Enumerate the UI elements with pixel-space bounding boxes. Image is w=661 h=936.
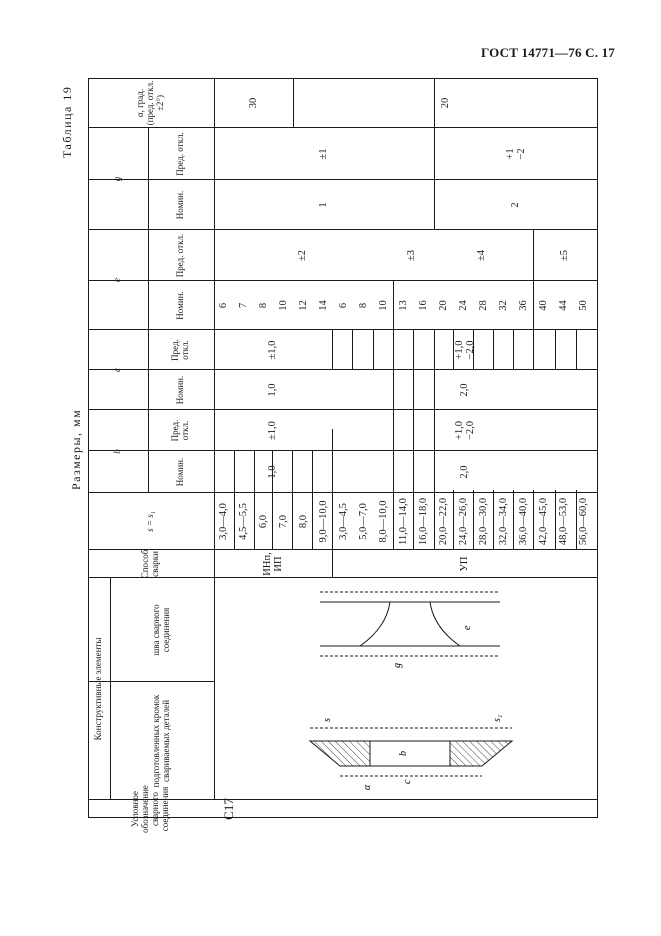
g-tol-b-stack	[505, 148, 527, 159]
c-nom-b: 2,0	[458, 383, 470, 397]
e-value: 40	[537, 300, 549, 311]
s-value: 4,5—5,5	[237, 503, 249, 540]
alpha-a: 30	[247, 97, 259, 109]
b-tol-b-1: +1,0	[453, 420, 465, 441]
col-e: e	[112, 278, 123, 282]
col-c: c	[112, 368, 123, 372]
s-value: 5,0—7,0	[357, 503, 369, 540]
sketch-g-label: g	[392, 663, 403, 668]
e-value: 50	[577, 300, 589, 311]
e-value: 6	[217, 302, 229, 309]
b-tol-b-2: −2,0	[465, 420, 476, 441]
alpha-b: 20	[439, 97, 451, 109]
s-value: 24,0—26,0	[457, 497, 469, 546]
sketch-s-label: s	[322, 718, 333, 722]
s-value: 9,0—10,0	[317, 500, 329, 543]
g-nom-b: 2	[509, 202, 521, 208]
b-tol-b	[332, 410, 598, 451]
weld-seam-sketch	[220, 582, 592, 676]
s-value: 8,0	[297, 514, 309, 529]
g-tol: Пред. откл.	[175, 132, 186, 176]
col-method: Способ сварки	[140, 549, 160, 579]
g-tol-b-2: −2	[516, 148, 527, 160]
e-value: 32	[497, 300, 509, 311]
e-value: 13	[397, 300, 409, 311]
e-value: 7	[237, 302, 249, 309]
g-nom: Номин.	[175, 190, 186, 220]
method-1-label2: ИП	[273, 556, 284, 572]
col-g: g	[112, 176, 123, 182]
e-value: 14	[317, 300, 329, 311]
dimensions-caption: Размеры, мм	[69, 408, 83, 490]
s-value: 16,0—18,0	[417, 497, 429, 546]
e-value: 10	[377, 300, 389, 311]
s-value: 42,0—45,0	[537, 497, 549, 546]
e-value: 10	[277, 300, 289, 311]
designation: С17	[220, 798, 236, 820]
b-nom-b: 2,0	[458, 465, 470, 479]
s-value: 32,0—34,0	[497, 497, 509, 546]
col-b: b	[112, 449, 123, 454]
c-tol-b-stack	[454, 340, 476, 359]
s-value: 8,0—10,0	[377, 500, 389, 543]
e-value: 6	[337, 302, 349, 309]
header-text: Условное обозначение сварного соединения	[130, 785, 170, 833]
e-tol: Пред. откл.	[175, 233, 186, 278]
c-tol-b-1: +1,0	[453, 340, 465, 360]
c-nom: Номин.	[175, 375, 186, 405]
sketch-c-label: c	[402, 779, 413, 784]
g-nom-a: 1	[317, 202, 329, 208]
s-value: 3,0—4,5	[337, 503, 349, 540]
col-seam: шва сварного соединения	[151, 604, 171, 656]
edge-preparation-sketch	[220, 686, 592, 796]
s-value: 48,0—53,0	[557, 497, 569, 546]
col-s: s = s₁	[145, 511, 156, 532]
page-header: ГОСТ 14771—76 С. 17	[481, 45, 615, 60]
e-value: 8	[257, 302, 269, 309]
s-value: 20,0—22,0	[437, 497, 449, 546]
table-title: Таблица 19	[60, 85, 74, 158]
e-value: 12	[297, 300, 309, 311]
e-value: 16	[417, 300, 429, 311]
g-tol-b-1: +1	[504, 148, 516, 160]
s-value: 3,0—4,0	[217, 503, 229, 540]
g-tol-a: ±1	[317, 148, 329, 160]
s-value: 28,0—30,0	[477, 497, 489, 546]
b-tol: Пред. откл.	[170, 419, 190, 442]
e-tol-3: ±4	[475, 250, 487, 262]
e-value: 36	[517, 300, 529, 311]
c-nom-a: 1,0	[266, 383, 278, 397]
c-tol: Пред. откл.	[170, 339, 190, 361]
method-1-stack	[262, 552, 284, 575]
col-structural: Конструктивные элементы	[93, 637, 104, 741]
sketch-alpha-label: α	[362, 784, 373, 790]
method-1-label: ИНп,	[261, 552, 273, 576]
method-2: УП	[458, 556, 470, 572]
e-nom: Номин.	[175, 291, 186, 320]
c-tol-a: ±1,0	[266, 340, 278, 360]
sketch-s1-label: s₁	[492, 714, 503, 722]
col-alpha: α, град. (пред. откл. ±2°)	[135, 80, 165, 126]
s-value: 36,0—40,0	[517, 497, 529, 546]
c-tol-b-2: −2,0	[465, 340, 476, 360]
g-tol-b	[434, 128, 598, 180]
e-tol-4: ±5	[558, 250, 570, 262]
e-tol-2: ±3	[405, 250, 417, 262]
sketch-e-label: e	[462, 625, 473, 630]
e-value: 28	[477, 300, 489, 311]
s-value: 6,0	[257, 514, 269, 529]
e-value: 44	[557, 300, 569, 311]
col-edges: подготовленных кромок свариваемых деталей	[151, 694, 171, 788]
s-value: 7,0	[277, 514, 289, 529]
s-value: 56,0—60,0	[577, 497, 589, 546]
method-1	[214, 550, 332, 578]
c-tol-b	[332, 330, 598, 370]
e-value: 20	[437, 300, 449, 311]
e-value: 8	[357, 302, 369, 309]
rule	[214, 578, 215, 800]
col-designation	[88, 785, 214, 833]
b-nom-a: 1,0	[266, 465, 278, 479]
rotated-table	[60, 78, 598, 833]
b-tol-a: ±1,0	[266, 421, 278, 440]
e-value: 24	[457, 300, 469, 311]
b-nom: Номин.	[175, 457, 186, 487]
s-value: 11,0—14,0	[397, 498, 409, 545]
sketch-b-label: b	[398, 751, 409, 756]
b-tol-b-stack	[454, 421, 476, 440]
e-tol-1: ±2	[296, 250, 308, 262]
